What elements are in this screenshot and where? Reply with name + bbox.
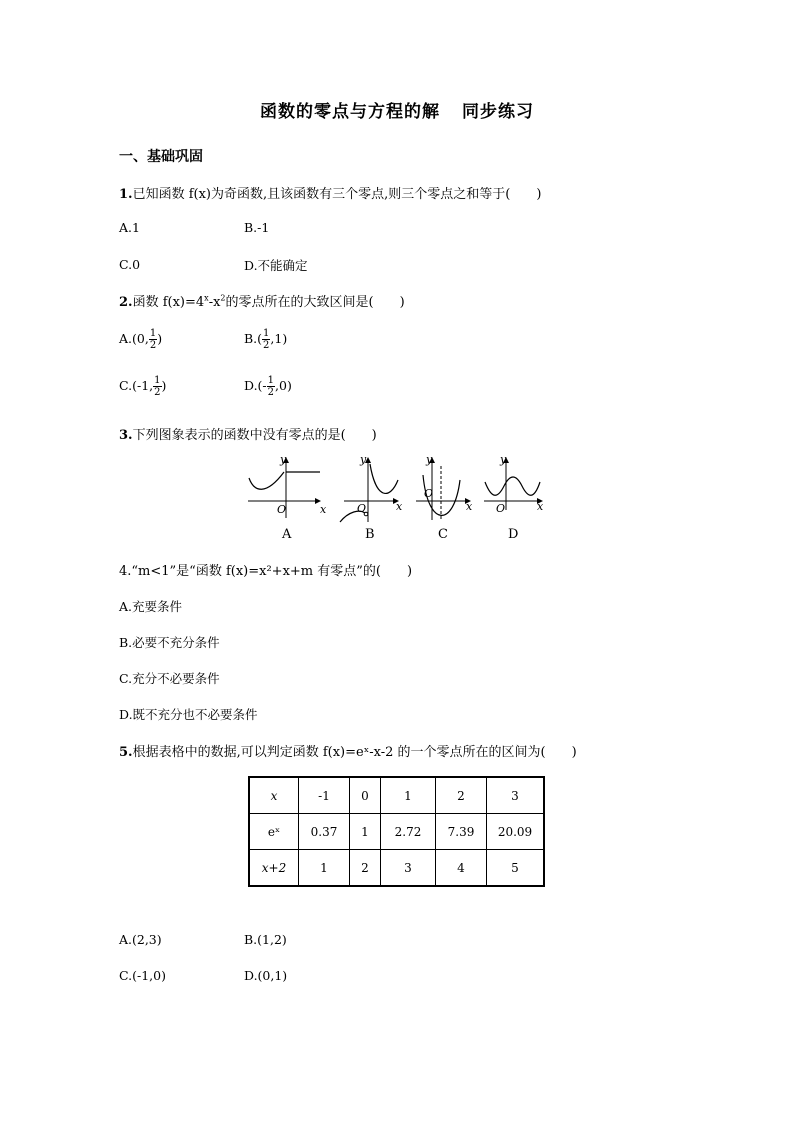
graph-c-y-label: y bbox=[426, 453, 433, 466]
table-cell: 2.72 bbox=[381, 814, 436, 850]
table-cell: -1 bbox=[299, 777, 350, 814]
question-4: 4.“m<1”是“函数 f(x)=x²+x+m 有零点”的( ) bbox=[119, 564, 413, 579]
table-cell: 2 bbox=[350, 850, 381, 887]
graph-a-origin: O bbox=[277, 503, 287, 516]
table-cell: 1 bbox=[299, 850, 350, 887]
title-main: 函数的零点与方程的解 bbox=[260, 102, 440, 122]
graph-b-y-label: y bbox=[360, 453, 367, 466]
question-1 bbox=[119, 183, 541, 202]
fraction-num: 1 bbox=[267, 375, 275, 386]
table-cell: 4 bbox=[436, 850, 487, 887]
question-2 bbox=[119, 291, 405, 310]
graph-b bbox=[340, 453, 403, 542]
fraction-num: 1 bbox=[149, 328, 157, 339]
q2-d-pre: D.(- bbox=[244, 378, 267, 393]
graph-b-x-label: x bbox=[396, 500, 403, 513]
q1-option-d: D.不能确定 bbox=[244, 258, 308, 273]
graph-a-x-label: x bbox=[320, 503, 327, 516]
table-cell: 1 bbox=[350, 814, 381, 850]
graph-b-origin: O bbox=[357, 502, 367, 515]
question-3-text: 下列图象表示的函数中没有零点的是( ) bbox=[132, 428, 377, 443]
q5-option-b: B.(1,2) bbox=[244, 932, 287, 947]
q4-option-a: A.充要条件 bbox=[119, 599, 183, 614]
graph-a-letter: A bbox=[282, 527, 292, 542]
q2-c-post: ) bbox=[161, 378, 167, 393]
table-cell: 3 bbox=[487, 777, 545, 814]
question-2-number: 2. bbox=[119, 295, 133, 310]
q2-d-post: ,0) bbox=[275, 378, 292, 393]
graph-a bbox=[248, 453, 327, 542]
graph-b-letter: B bbox=[365, 527, 375, 542]
q2-exp: x bbox=[204, 293, 209, 303]
title-sub: 同步练习 bbox=[462, 102, 534, 122]
q2-option-d bbox=[244, 375, 292, 398]
graph-d-origin: O bbox=[496, 502, 506, 515]
q4-option-b: B.必要不充分条件 bbox=[119, 635, 220, 650]
question-1-text: 已知函数 f(x)为奇函数,且该函数有三个零点,则三个零点之和等于( ) bbox=[132, 187, 542, 202]
fraction-den: 2 bbox=[149, 340, 157, 351]
question-3-number: 3. bbox=[119, 428, 133, 443]
question-1-number: 1. bbox=[119, 187, 133, 202]
q2-c-pre: C.(-1, bbox=[119, 378, 154, 393]
table-cell: 1 bbox=[381, 777, 436, 814]
fraction-den: 2 bbox=[267, 387, 275, 398]
question-5 bbox=[119, 741, 577, 760]
graph-c-origin: O bbox=[424, 487, 434, 500]
fraction bbox=[149, 328, 157, 351]
table-cell: 3 bbox=[381, 850, 436, 887]
fraction-den: 2 bbox=[263, 340, 270, 351]
table-cell: x+2 bbox=[249, 850, 299, 887]
q2-exp2: 2 bbox=[220, 293, 226, 303]
table-cell: x bbox=[249, 777, 299, 814]
q4-option-c: C.充分不必要条件 bbox=[119, 671, 220, 686]
question-3 bbox=[119, 424, 377, 443]
q5-option-c: C.(-1,0) bbox=[119, 968, 166, 983]
table-cell: 2 bbox=[436, 777, 487, 814]
q2-pre: 函数 f(x)=4 bbox=[132, 295, 205, 310]
fraction-num: 1 bbox=[154, 375, 161, 386]
q5-option-d: D.(0,1) bbox=[244, 968, 288, 983]
graph-c-x-label: x bbox=[466, 500, 473, 513]
fraction bbox=[153, 375, 161, 398]
q1-option-a: A.1 bbox=[119, 220, 140, 235]
table-row bbox=[249, 814, 544, 850]
table-cell: 0 bbox=[350, 777, 381, 814]
question-5-number: 5. bbox=[119, 745, 133, 760]
fraction bbox=[267, 375, 275, 398]
q4-option-d: D.既不充分也不必要条件 bbox=[119, 707, 258, 722]
table-cell: eˣ bbox=[249, 814, 299, 850]
q1-option-b: B.-1 bbox=[244, 220, 270, 235]
graph-d-x-label: x bbox=[537, 500, 544, 513]
page-title bbox=[0, 97, 794, 122]
data-table bbox=[248, 776, 545, 887]
function-graphs bbox=[240, 450, 560, 545]
q2-post: 的零点所在的大致区间是( ) bbox=[225, 295, 405, 310]
graph-d-y-label: y bbox=[500, 453, 507, 466]
table-row bbox=[249, 850, 544, 887]
fraction-num: 1 bbox=[263, 328, 270, 339]
q2-a-pre: A.(0, bbox=[119, 331, 149, 346]
graph-c bbox=[416, 453, 473, 542]
graph-c-letter: C bbox=[438, 527, 448, 542]
q2-option-c bbox=[119, 375, 166, 398]
graph-d-letter: D bbox=[508, 527, 519, 542]
table-cell: 20.09 bbox=[487, 814, 545, 850]
graph-a-y-label: y bbox=[280, 453, 287, 466]
q2-mid: -x bbox=[208, 295, 221, 310]
q2-option-b bbox=[244, 328, 287, 351]
q2-b-post: ,1) bbox=[270, 331, 288, 346]
q2-b-pre: B.( bbox=[244, 331, 263, 346]
section-heading: 一、基础巩固 bbox=[119, 149, 203, 165]
q1-option-c: C.0 bbox=[119, 257, 141, 272]
q5-option-a: A.(2,3) bbox=[119, 932, 162, 947]
q2-option-a bbox=[119, 328, 162, 351]
table-cell: 7.39 bbox=[436, 814, 487, 850]
table-cell: 5 bbox=[487, 850, 545, 887]
table-cell: 0.37 bbox=[299, 814, 350, 850]
fraction-den: 2 bbox=[154, 387, 161, 398]
graph-d bbox=[484, 453, 544, 542]
question-5-text: 根据表格中的数据,可以判定函数 f(x)=eˣ-x-2 的一个零点所在的区间为( ) bbox=[132, 745, 577, 760]
table-row bbox=[249, 777, 544, 814]
q2-a-post: ) bbox=[157, 331, 163, 346]
